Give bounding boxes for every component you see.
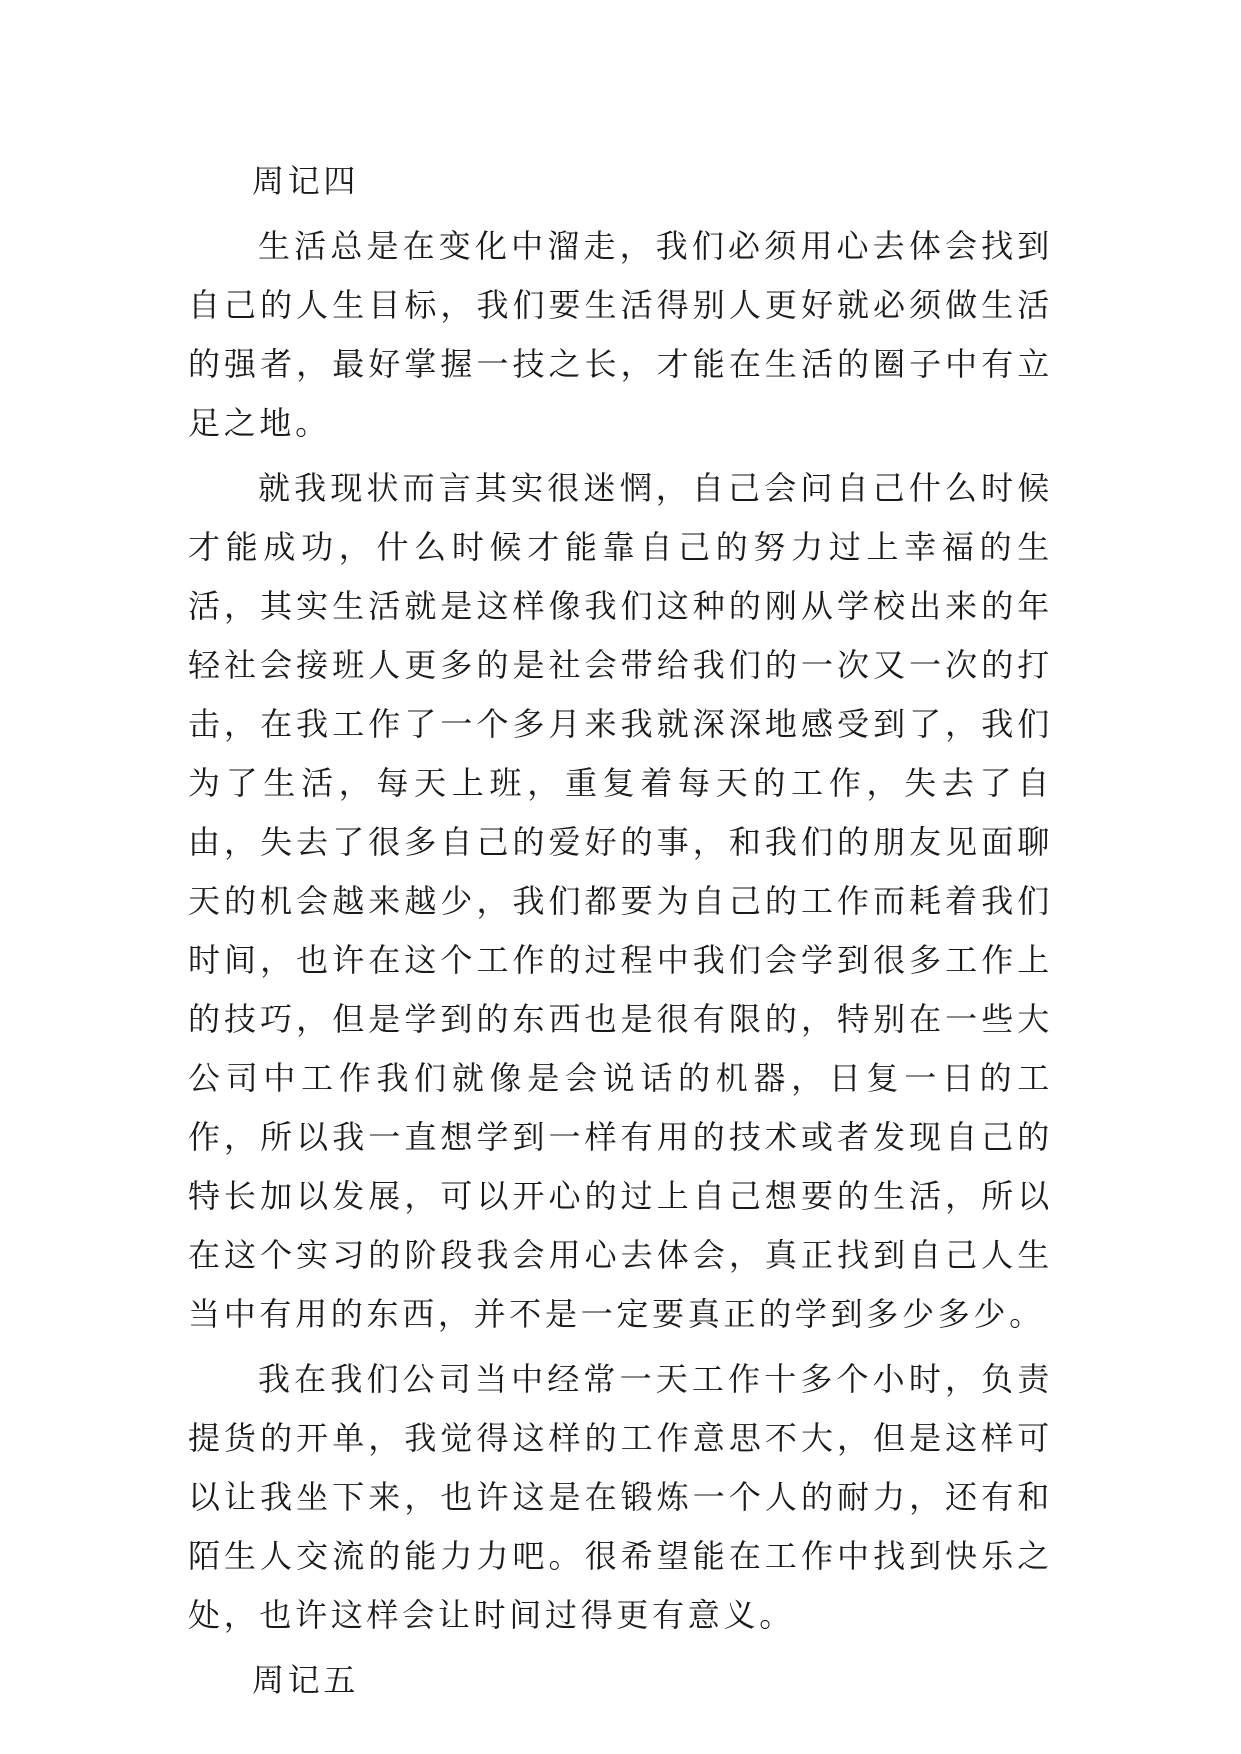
heading-week-four: 周记四: [252, 162, 360, 200]
document-body: [188, 152, 1053, 1710]
paragraph-life-goals: 生活总是在变化中溜走，我们必须用心去体会找到自己的人生目标，我们要生活得别人更好就必须做生活的强者，最好掌握一技之长，才能在生活的圈子中有立足之地。: [188, 227, 1053, 442]
paragraph-company-work: 我在我们公司当中经常一天工作十多个小时，负责提货的开单，我觉得这样的工作意思不大，但是这样可以让我坐下来，也许这是在锻炼一个人的耐力，还有和陌生人交流的能力力吧。很希望能在工作中找到快乐之处，也许这样会让时间过得更有意义。: [188, 1360, 1053, 1634]
heading-week-five: 周记五: [252, 1661, 360, 1699]
paragraph-current-situation: 就我现状而言其实很迷惘，自己会问自己什么时候才能成功，什么时候才能靠自己的努力过上幸福的生活，其实生活就是这样像我们这种的刚从学校出来的年轻社会接班人更多的是社会带给我们的一次又一次的打击，在我工作了一个多月来我就深深地感受到了，我们为了生活，每天上班，重复着每天的工作，失去了自由，失去了很多自己的爱好的事，和我们的朋友见面聊天的机会越来越少，我们都要为自己的工作而耗着我们时间，也许在这个工作的过程中我们会学到很多工作上的技巧，但是学到的东西也是很有限的，特别在一些大公司中工作我们就像是会说话的机器，日复一日的工作，所以我一直想学到一样有用的技术或者发现自己的特长加以发展，可以开心的过上自己想要的生活，所以在这个实习的阶段我会用心去体会，真正找到自己人生当中有用的东西，并不是一定要真正的学到多少多少。: [188, 469, 1053, 1333]
